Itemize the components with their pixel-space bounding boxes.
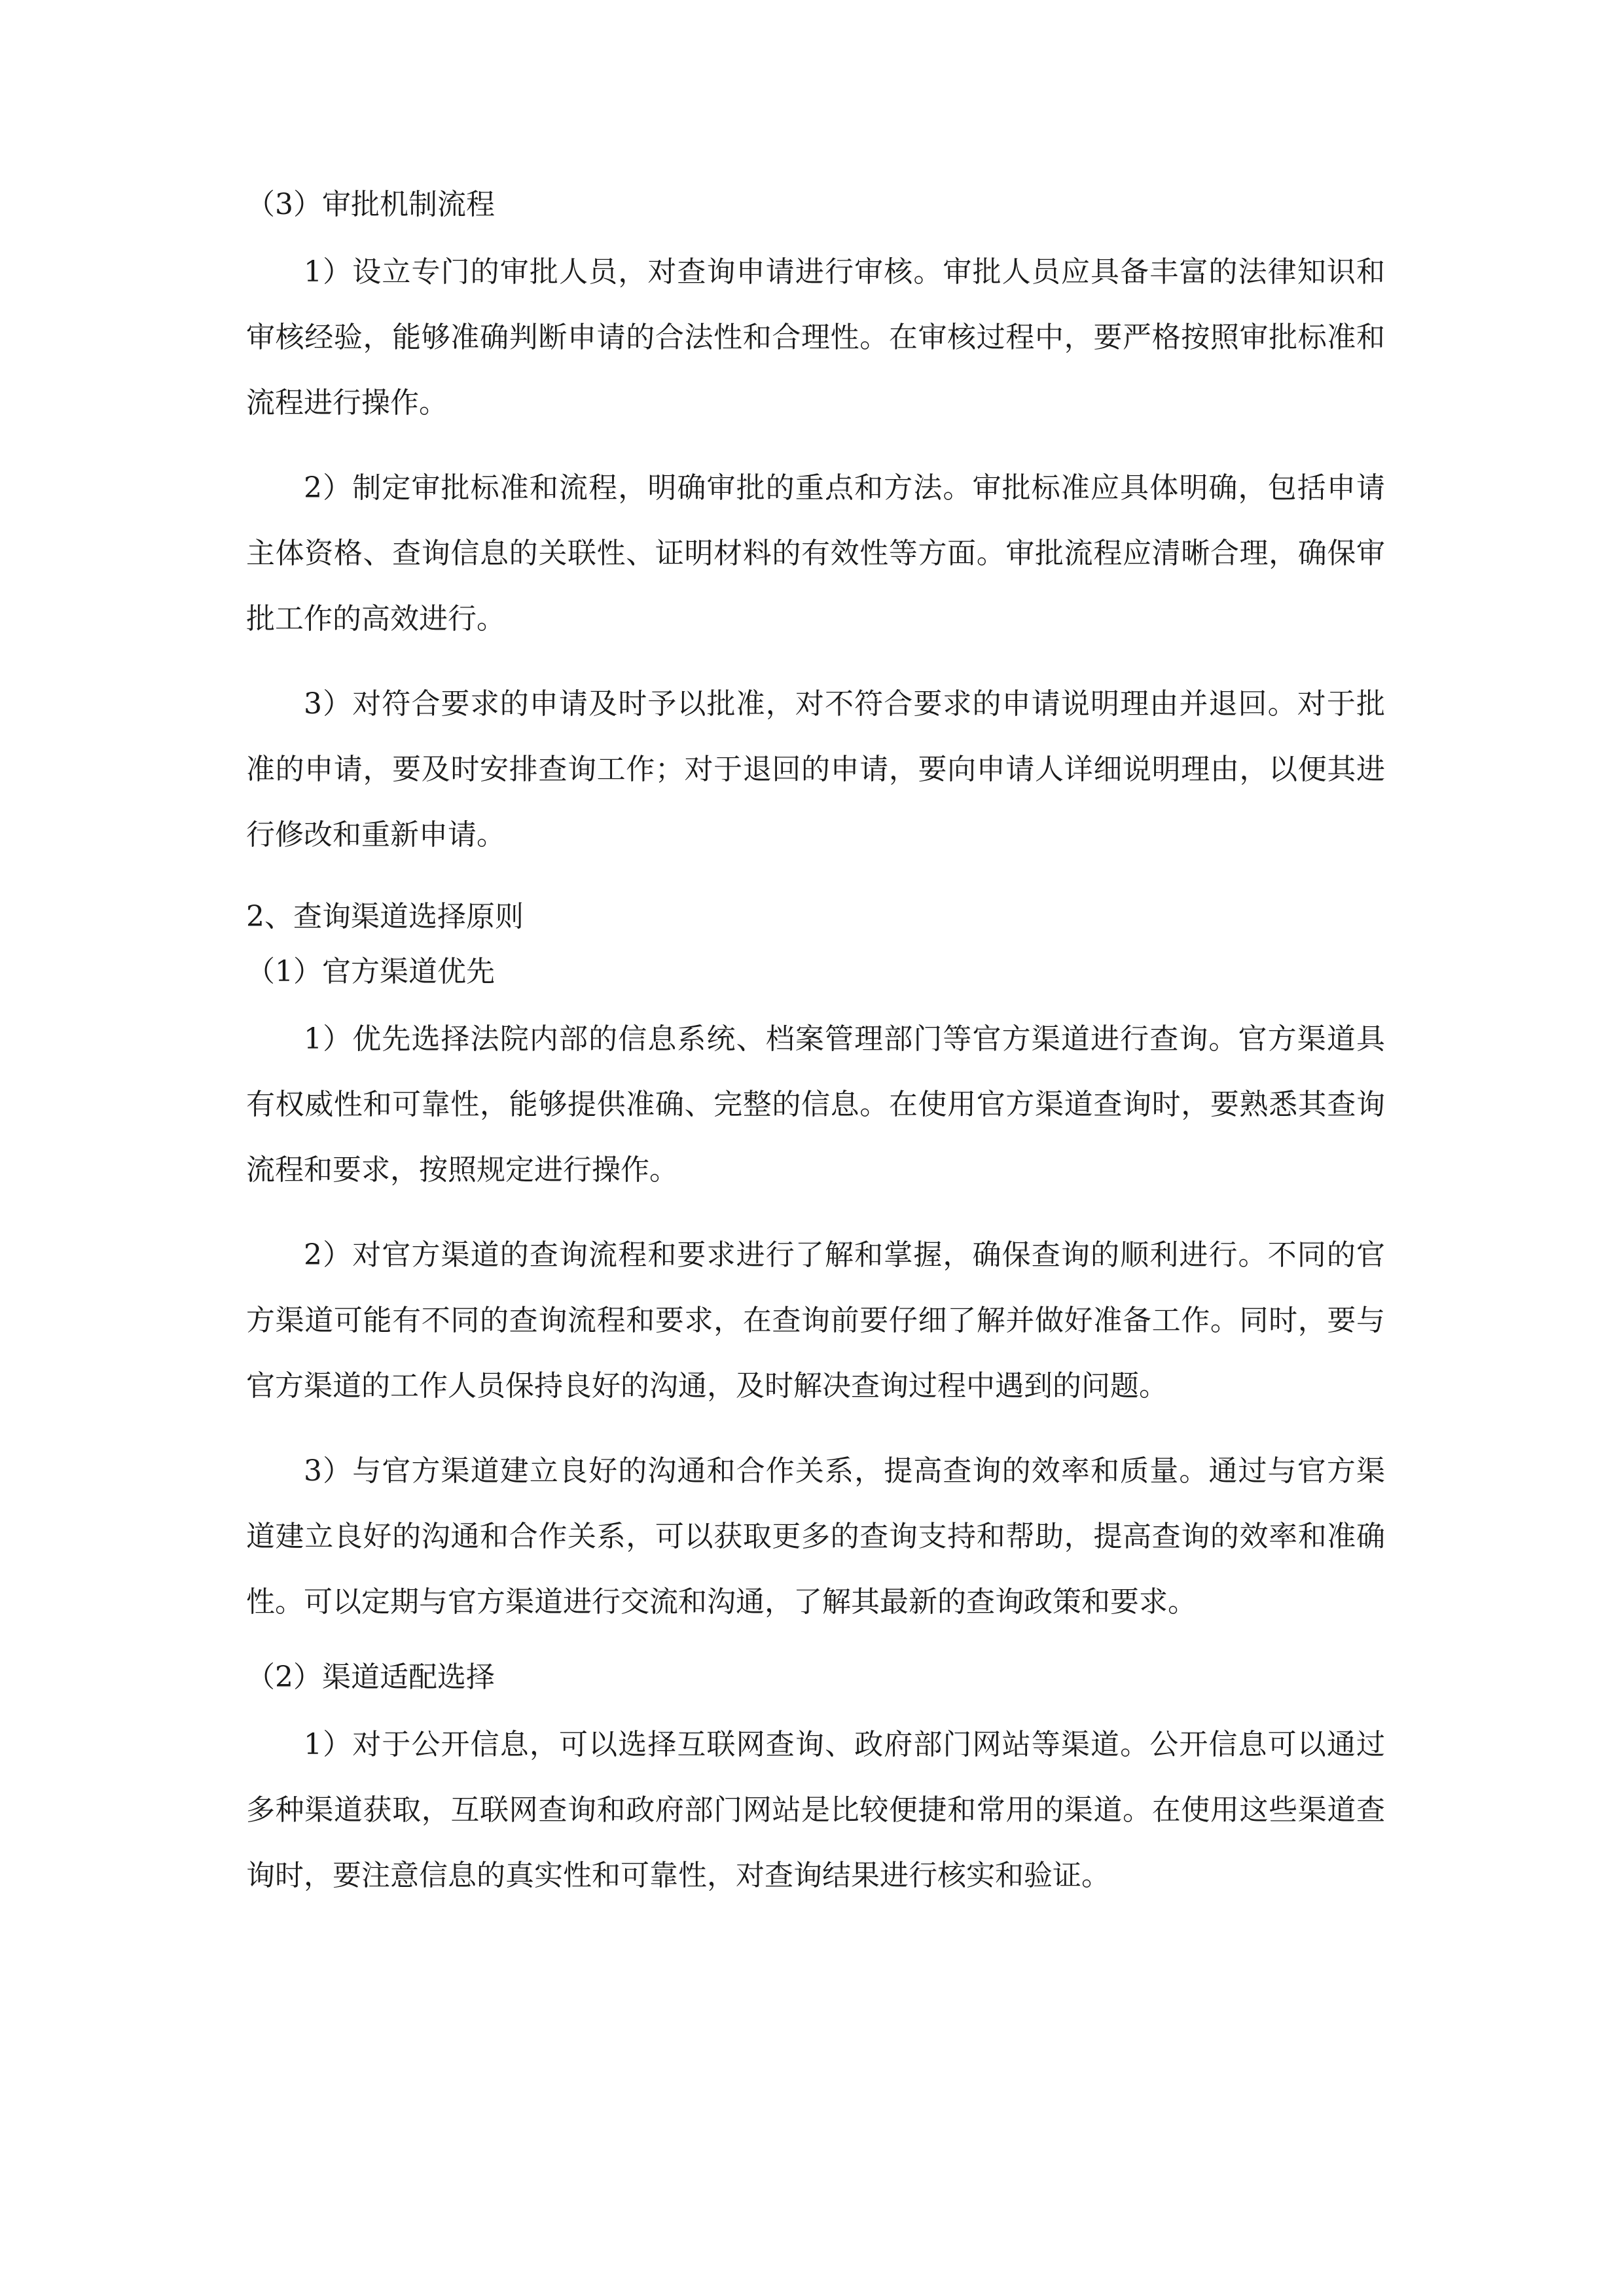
- paragraph-fit-1: 1）对于公开信息，可以选择互联网查询、政府部门网站等渠道。公开信息可以通过多种渠道获取，互联网查询和政府部门网站是比较便捷和常用的渠道。在使用这些渠道查询时，要注意信息的真实性和可靠性，对查询结果进行核实和验证。: [246, 1728, 1385, 1892]
- heading-official-first: （1）官方渠道优先: [246, 955, 495, 988]
- heading-channel-fit: （2）渠道适配选择: [246, 1660, 495, 1694]
- heading-channel-principles: 2、查询渠道选择原则: [246, 900, 524, 933]
- paragraph-approval-2: 2）制定审批标准和流程，明确审批的重点和方法。审批标准应具体明确，包括申请主体资格、查询信息的关联性、证明材料的有效性等方面。审批流程应清晰合理，确保审批工作的高效进行。: [246, 471, 1385, 636]
- heading-approval-process: （3）审批机制流程: [246, 188, 495, 221]
- paragraph-official-1: 1）优先选择法院内部的信息系统、档案管理部门等官方渠道进行查询。官方渠道具有权威性和可靠性，能够提供准确、完整的信息。在使用官方渠道查询时，要熟悉其查询流程和要求，按照规定进行操作。: [246, 1022, 1385, 1187]
- paragraph-approval-1: 1）设立专门的审批人员，对查询申请进行审核。审批人员应具备丰富的法律知识和审核经验，能够准确判断申请的合法性和合理性。在审核过程中，要严格按照审批标准和流程进行操作。: [246, 255, 1385, 420]
- paragraph-approval-3: 3）对符合要求的申请及时予以批准，对不符合要求的申请说明理由并退回。对于批准的申请，要及时安排查询工作；对于退回的申请，要向申请人详细说明理由，以便其进行修改和重新申请。: [246, 687, 1385, 852]
- document-body: [246, 188, 1385, 1909]
- paragraph-official-2: 2）对官方渠道的查询流程和要求进行了解和掌握，确保查询的顺利进行。不同的官方渠道可能有不同的查询流程和要求，在查询前要仔细了解并做好准备工作。同时，要与官方渠道的工作人员保持良好的沟通，及时解决查询过程中遇到的问题。: [246, 1238, 1385, 1403]
- paragraph-official-3: 3）与官方渠道建立良好的沟通和合作关系，提高查询的效率和质量。通过与官方渠道建立良好的沟通和合作关系，可以获取更多的查询支持和帮助，提高查询的效率和准确性。可以定期与官方渠道进行交流和沟通，了解其最新的查询政策和要求。: [246, 1454, 1385, 1619]
